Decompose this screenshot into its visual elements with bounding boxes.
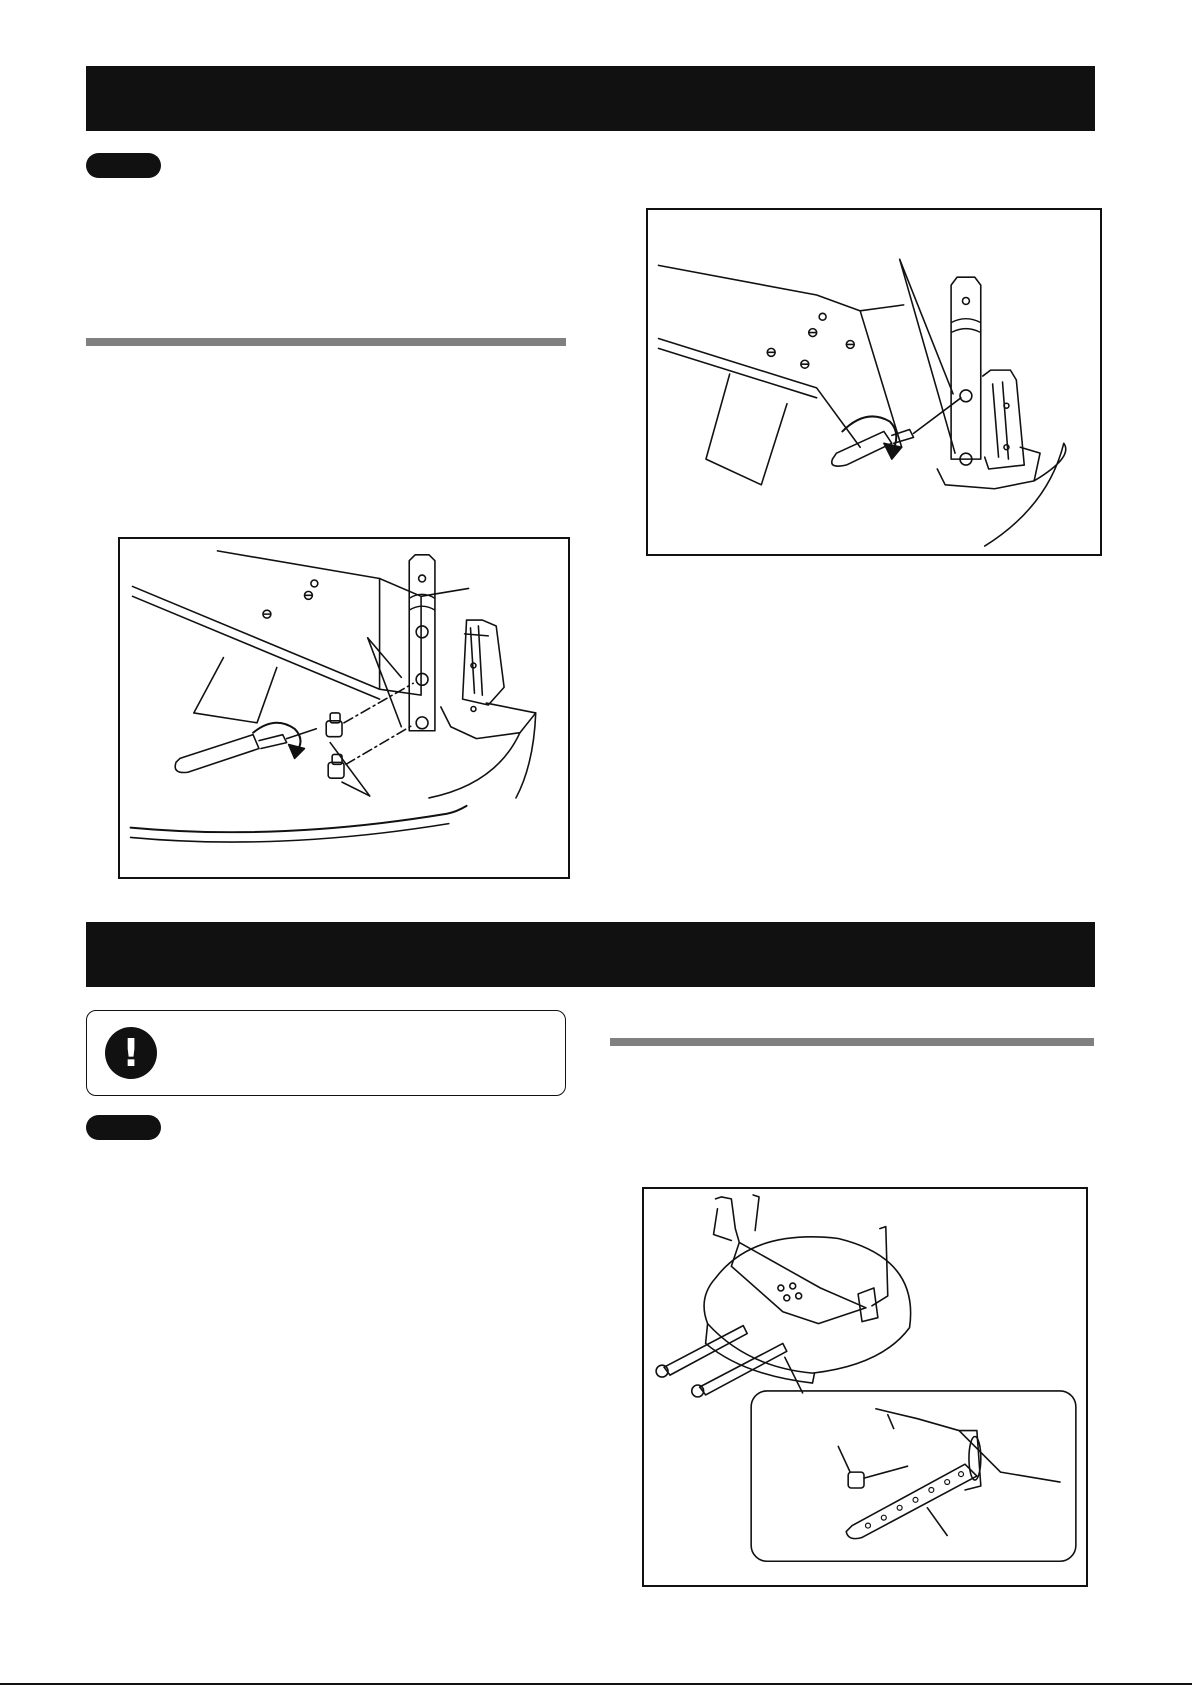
stand-pin-removal-illustration [120, 539, 568, 877]
section-1-heading-band [86, 66, 1095, 131]
subheading-rule-1 [86, 338, 566, 346]
section-2-heading-band [86, 922, 1095, 987]
caution-box [86, 1010, 566, 1096]
figure-fix-pillar [646, 208, 1102, 556]
stand-pillar-fixing-illustration [648, 210, 1100, 554]
figure-anti-tip-strap [642, 1187, 1088, 1587]
exclamation-icon: ! [105, 1027, 157, 1079]
figure-remove-pins [118, 537, 570, 879]
subheading-rule-2 [610, 1038, 1094, 1046]
stand-underside-strap-illustration [644, 1189, 1086, 1585]
note-badge-1 [86, 153, 161, 178]
note-badge-2 [86, 1115, 161, 1140]
